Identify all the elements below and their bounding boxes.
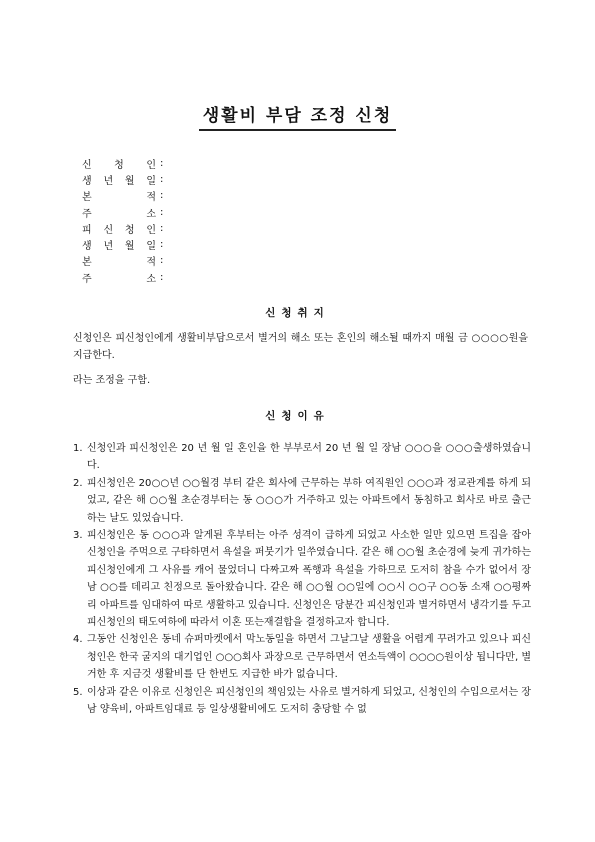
party-label-char: 주 <box>82 208 92 220</box>
party-label-char: 본 <box>82 257 92 269</box>
party-label-char: 신 <box>103 224 114 236</box>
reason-item <box>73 631 531 683</box>
reason-item <box>73 684 531 719</box>
reason-number: 2. <box>73 477 83 489</box>
reasons-heading: 신청이유 <box>265 410 330 422</box>
party-label <box>82 172 156 187</box>
reasons-list <box>73 440 531 719</box>
reason-number: 5. <box>73 686 83 698</box>
party-label-char: 소 <box>146 273 156 285</box>
party-label-char: 청 <box>114 159 124 171</box>
party-label-char: 신 <box>82 159 92 171</box>
party-label-char: 본 <box>82 192 92 204</box>
reason-number: 4. <box>73 634 83 646</box>
party-label-char: 피 <box>82 224 92 236</box>
party-label-char: 년 <box>103 175 114 187</box>
party-label-char: 적 <box>146 257 156 269</box>
party-row <box>82 220 163 236</box>
party-colon: : <box>160 222 164 234</box>
parties-block <box>82 155 163 285</box>
reason-text: 피신청인은 20○○년 ○○월경 부터 같은 회사에 근무하는 부하 여직원인 ○○○과 정교관계를 하게 되었고, 같은 해 ○○월 초순경부터는 동 ○○○가 거주하고 있는 아파트에서 동침하고 회사로 바로 출근하는 날도 있었습니다. <box>87 477 531 524</box>
party-colon: : <box>160 157 164 169</box>
party-label <box>82 270 156 285</box>
party-colon: : <box>160 271 164 283</box>
party-row <box>82 171 163 187</box>
party-colon: : <box>160 173 164 185</box>
purpose-closing: 라는 조정을 구함. <box>73 375 151 386</box>
party-colon: : <box>160 206 164 218</box>
reason-item <box>73 440 531 475</box>
party-colon: : <box>160 190 164 202</box>
party-label-char: 월 <box>124 175 135 187</box>
party-colon: : <box>160 255 164 267</box>
party-row <box>82 204 163 220</box>
party-label <box>82 188 156 203</box>
party-row <box>82 269 163 285</box>
party-label <box>82 156 156 171</box>
reason-text: 이상과 같은 이유로 신청인은 피신청인의 책임있는 사유로 별거하게 되었고, 신청인의 수입으로서는 장남 양육비, 아파트임대료 등 일상생활비에도 도저히 충당할 수 없 <box>87 686 531 716</box>
reason-number: 3. <box>73 530 83 542</box>
reason-item <box>73 527 531 631</box>
party-colon: : <box>160 239 164 251</box>
document-title <box>0 101 595 126</box>
party-label <box>82 253 156 268</box>
party-label-char: 년 <box>103 241 114 253</box>
party-label-char: 월 <box>124 241 135 253</box>
party-label-char: 일 <box>146 241 156 253</box>
reason-number: 1. <box>73 443 83 454</box>
party-label-char: 주 <box>82 273 92 285</box>
party-label-char: 인 <box>146 224 156 236</box>
reason-text: 피신청인은 동 ○○○과 알게된 후부터는 아주 성격이 급하게 되었고 사소한 일만 있으면 트집을 잡아 신청인을 주먹으로 구타하면서 욕설을 퍼붓기가 일쑤였습니다. 같은 해 ○○월 초순경에 늦게 귀가하는 피신청인에게 그 사유를 캐어 물었더니 다짜고짜 폭행과 욕설을 가하므로 도저히 참을 수가 없어서 장남 ○○를 데리고 친정으로 돌아왔습니다. 같은 해 ○○월 ○○일에 ○○시 ○○구 ○○동 소재 ○○평짜리 아파트를 임대하여 따로 생활하고 있습니다. 신청인은 당분간 피신청인과 별거하면서 냉각기를 두고 피신청인의 태도여하에 따라서 이혼 또는재결합을 결정하고자 합니다. <box>87 530 531 629</box>
party-label-char: 적 <box>146 192 156 204</box>
reason-text: 신청인과 피신청인은 20 년 월 일 혼인을 한 부부로서 20 년 월 일 장남 ○○○을 ○○○출생하였습니다. <box>87 443 531 472</box>
party-label-char: 생 <box>82 175 92 187</box>
party-label <box>82 205 156 220</box>
party-row <box>82 236 163 252</box>
purpose-text: 신청인은 피신청인에게 생활비부담으로서 별거의 해소 또는 혼인의 해소될 때까지 매월 금 ○○○○원을 지급한다. <box>73 333 528 361</box>
purpose-heading: 신청취지 <box>265 307 330 319</box>
party-label <box>82 221 156 236</box>
party-label-char: 생 <box>82 241 92 253</box>
reason-text: 그동안 신청인은 동네 슈퍼마켓에서 막노동일을 하면서 그날그날 생활을 어렵게 꾸려가고 있으나 피신청인은 한국 굴지의 대기업인 ○○○회사 과장으로 근무하면서 연소득액이 ○○○○원이상 됩니다만, 별거한 후 지금것 생활비를 단 한번도 지급한 바가 없습니다. <box>87 634 531 681</box>
reason-item <box>73 475 531 527</box>
party-label-char: 일 <box>146 175 156 187</box>
party-label <box>82 237 156 252</box>
title-text: 생활비 부담 조정 신청 <box>199 106 397 131</box>
party-row <box>82 155 163 171</box>
party-label-char: 청 <box>124 224 135 236</box>
party-label-char: 인 <box>146 159 156 171</box>
party-row <box>82 253 163 269</box>
party-row <box>82 188 163 204</box>
party-label-char: 소 <box>146 208 156 220</box>
